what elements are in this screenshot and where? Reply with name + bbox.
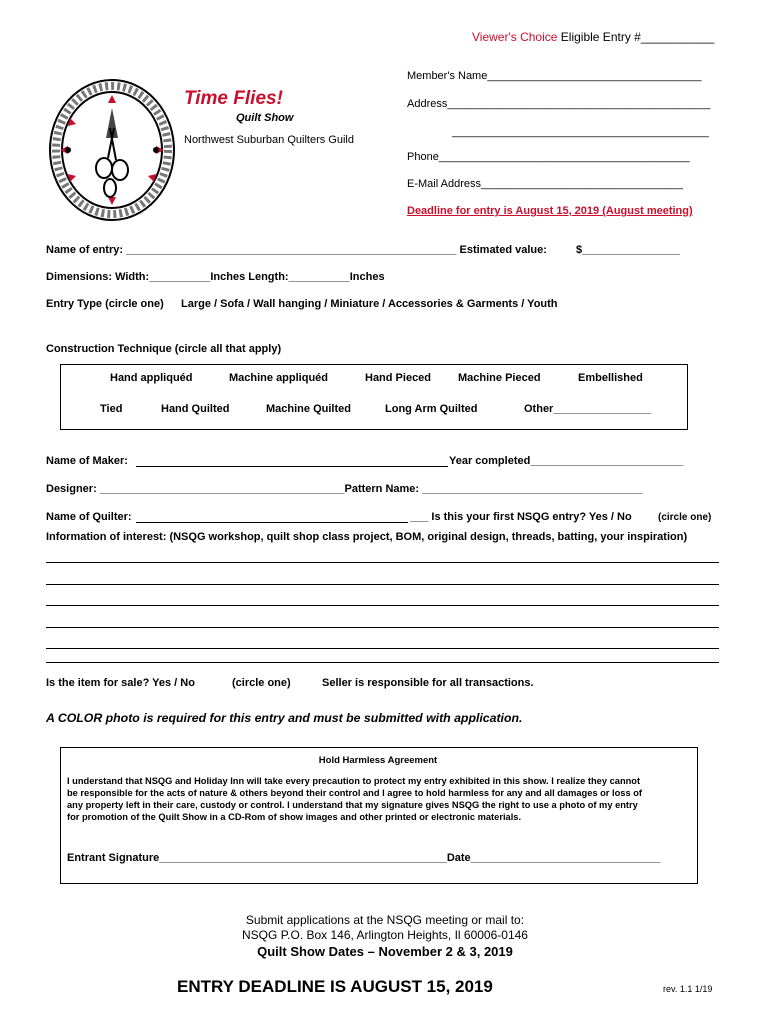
technique-hand-appliqued[interactable]: Hand appliquéd: [110, 372, 193, 384]
submit-instructions: Submit applications at the NSQG meeting or mail to:: [245, 913, 525, 927]
name-of-entry-field[interactable]: Name of entry: ______________________________________________________ Estimated value:: [46, 244, 547, 256]
info-line-3[interactable]: [46, 605, 719, 606]
technique-other[interactable]: Other________________: [524, 403, 652, 415]
hold-harmless-text: [67, 775, 642, 823]
eligible-entry-label: Eligible Entry #___________: [557, 30, 715, 44]
first-entry-circle-one: (circle one): [658, 512, 712, 523]
entry-deadline-note: Deadline for entry is August 15, 2019 (August meeting): [407, 205, 693, 217]
email-field[interactable]: E-Mail Address_________________________________: [407, 178, 683, 190]
technique-embellished[interactable]: Embellished: [578, 372, 643, 384]
name-of-quilter-input-line[interactable]: [136, 522, 408, 523]
entry-deadline-banner: ENTRY DEADLINE IS AUGUST 15, 2019: [177, 977, 493, 996]
first-entry-question[interactable]: ___ Is this your first NSQG entry? Yes / No: [410, 511, 632, 523]
address-field-2[interactable]: __________________________________________: [452, 126, 709, 138]
designer-pattern-field[interactable]: Designer: ________________________________________Pattern Name: ____________________________________: [46, 483, 643, 495]
mailing-address: NSQG P.O. Box 146, Arlington Heights, Il 60006-0146: [242, 928, 528, 942]
viewers-choice-label: Viewer's Choice: [472, 30, 558, 44]
technique-hand-pieced[interactable]: Hand Pieced: [365, 372, 432, 384]
estimated-value-field[interactable]: $________________: [576, 244, 681, 256]
technique-machine-pieced[interactable]: Machine Pieced: [458, 372, 541, 384]
technique-machine-appliqued[interactable]: Machine appliquéd: [229, 372, 329, 384]
address-field[interactable]: Address___________________________________________: [407, 98, 711, 110]
name-of-maker-label: Name of Maker:: [46, 455, 128, 467]
info-line-1[interactable]: [46, 562, 719, 563]
name-of-quilter-label: Name of Quilter:: [46, 511, 132, 523]
technique-long-arm-quilted[interactable]: Long Arm Quilted: [385, 403, 478, 415]
logo-guild: Northwest Suburban Quilters Guild: [184, 134, 354, 146]
quilt-show-dates: Quilt Show Dates – November 2 & 3, 2019: [257, 944, 513, 959]
for-sale-circle-one: (circle one): [232, 677, 291, 689]
hold-harmless-title: Hold Harmless Agreement: [318, 755, 438, 766]
technique-tied[interactable]: Tied: [100, 403, 123, 415]
entry-type-options[interactable]: Large / Sofa / Wall hanging / Miniature / Accessories & Garments / Youth: [181, 298, 558, 310]
hold-harmless-line-1: I understand that NSQG and Holiday Inn will take every precaution to protect my entry exhibited in this show. I realize they cannot: [67, 776, 641, 786]
technique-machine-quilted[interactable]: Machine Quilted: [266, 403, 351, 415]
entry-type-label: Entry Type (circle one): [46, 298, 164, 310]
name-of-maker-input-line[interactable]: [136, 466, 448, 467]
color-photo-note: A COLOR photo is required for this entry and must be submitted with application.: [46, 711, 523, 725]
members-name-field[interactable]: Member's Name___________________________________: [407, 70, 702, 82]
dimensions-field[interactable]: Dimensions: Width:__________Inches Length:__________Inches: [46, 271, 385, 283]
year-completed-field[interactable]: Year completed_________________________: [449, 455, 684, 467]
info-line-2[interactable]: [46, 584, 719, 585]
for-sale-question[interactable]: Is the item for sale? Yes / No: [46, 677, 195, 689]
phone-field[interactable]: Phone_________________________________________: [407, 151, 690, 163]
construction-technique-label: Construction Technique (circle all that apply): [46, 343, 282, 355]
time-flies-logo: [48, 78, 368, 223]
hold-harmless-line-4: for promotion of the Quilt Show in a CD-Rom of show images and other printed or electronic materials.: [67, 812, 522, 822]
eligible-entry-line: [472, 30, 714, 44]
entrant-signature-date-field[interactable]: Entrant Signature_______________________________________________Date_______________________________: [67, 852, 661, 864]
information-of-interest-label: Information of interest: (NSQG workshop, quilt shop class project, BOM, original design, threads, batting, your inspiration): [46, 531, 688, 543]
hold-harmless-line-3: any property left in their care, custody or control. I understand that my signature gives NSQG the right to use a photo of my entry: [67, 800, 638, 810]
clock-icon: [48, 78, 180, 223]
info-line-4[interactable]: [46, 627, 719, 628]
technique-hand-quilted[interactable]: Hand Quilted: [161, 403, 230, 415]
revision-note: rev. 1.1 1/19: [663, 984, 713, 994]
info-line-6[interactable]: [46, 662, 719, 663]
seller-responsibility-note: Seller is responsible for all transactions.: [322, 677, 534, 689]
hold-harmless-line-2: be responsible for the acts of nature & others beyond their control and I agree to hold harmless for any and all damages or loss of: [67, 788, 642, 798]
logo-subtitle: Quilt Show: [236, 112, 294, 124]
info-line-5[interactable]: [46, 648, 719, 649]
logo-title: Time Flies!: [184, 88, 283, 109]
